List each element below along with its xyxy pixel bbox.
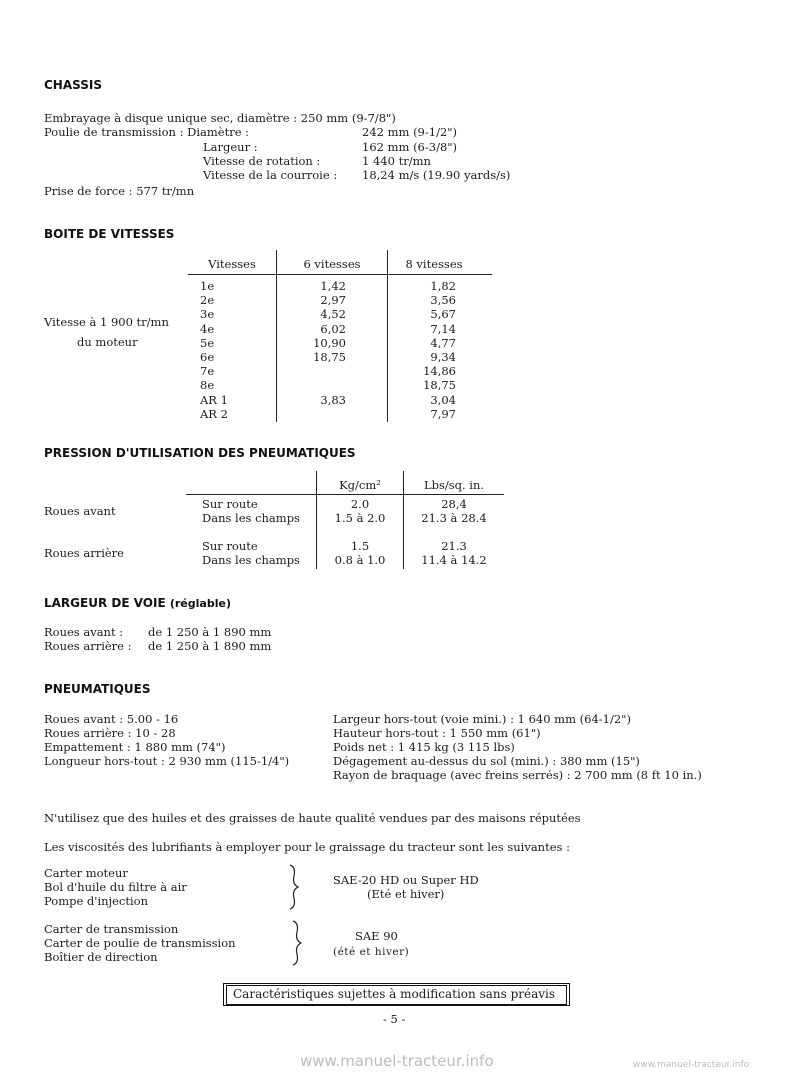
gear-label: 8e bbox=[200, 378, 215, 393]
pression-header-lbs: Lbs/sq. in. bbox=[423, 478, 485, 492]
gear-6-value: 2,97 bbox=[320, 293, 346, 308]
voie-arriere-label: Roues arrière : bbox=[44, 639, 132, 653]
lub-group2-brace bbox=[290, 920, 304, 966]
chassis-heading: CHASSIS bbox=[44, 78, 102, 92]
boite-left-label-1: Vitesse à 1 900 tr/mn bbox=[44, 315, 169, 329]
pneu-right-0: Largeur hors-tout (voie mini.) : 1 640 mm (64-1/2") bbox=[333, 712, 631, 726]
voie-title-suffix: (réglable) bbox=[169, 597, 231, 610]
pression-kg-value: 1.5 bbox=[350, 539, 370, 553]
gear-6-value: 1,42 bbox=[320, 279, 346, 293]
pression-header-kg: Kg/cm² bbox=[339, 478, 381, 492]
pression-condition: Sur route bbox=[202, 497, 258, 511]
gear-6-value: 10,90 bbox=[313, 335, 346, 350]
gear-8-value: 18,75 bbox=[423, 378, 456, 393]
boite-header-rule bbox=[188, 274, 492, 275]
lub-group2-item-2: Boîtier de direction bbox=[44, 950, 158, 964]
pression-lbs-value: 21.3 bbox=[441, 539, 467, 553]
gear-8-value: 7,14 bbox=[430, 321, 456, 336]
pneu-right-1: Hauteur hors-tout : 1 550 mm (61") bbox=[333, 726, 541, 740]
pression-kg-value: 0.8 à 1.0 bbox=[334, 553, 386, 567]
gear-6-value: 18,75 bbox=[313, 350, 346, 364]
boite-heading: BOITE DE VITESSES bbox=[44, 227, 175, 241]
pression-lbs-value: 28,4 bbox=[441, 497, 467, 511]
gear-8-value: 3,04 bbox=[430, 392, 456, 407]
gear-8-value: 4,77 bbox=[430, 335, 456, 350]
chassis-prise-force: Prise de force : 577 tr/mn bbox=[44, 184, 195, 198]
gear-8-value: 9,34 bbox=[430, 350, 456, 364]
gear-label: 2e bbox=[200, 293, 215, 308]
gear-label: AR 1 bbox=[200, 392, 228, 407]
chassis-rotation-label: Vitesse de rotation : bbox=[203, 154, 321, 168]
boite-header-8: 8 vitesses bbox=[405, 257, 463, 271]
boite-header-6: 6 vitesses bbox=[303, 257, 361, 271]
lubrifiants-note-1: N'utilisez que des huiles et des graisses de haute qualité vendues par des maisons réputées bbox=[44, 811, 581, 825]
voie-heading bbox=[44, 596, 231, 610]
lub-group1-item-0: Carter moteur bbox=[44, 866, 128, 880]
pression-header-rule bbox=[186, 494, 504, 495]
pneu-left-3: Longueur hors-tout : 2 930 mm (115-1/4") bbox=[44, 754, 290, 768]
notice-box: Caractéristiques sujettes à modification sans préavis bbox=[226, 985, 567, 1005]
pression-col-divider-1 bbox=[316, 471, 317, 569]
chassis-courroie-value: 18,24 m/s (19.90 yards/s) bbox=[362, 168, 511, 182]
lubrifiants-note-2: Les viscosités des lubrifiants à employer pour le graissage du tracteur sont les suivantes : bbox=[44, 840, 570, 854]
watermark-center: www.manuel-tracteur.info bbox=[300, 1052, 494, 1070]
pneu-left-0: Roues avant : 5.00 - 16 bbox=[44, 712, 179, 726]
gear-label: 1e bbox=[200, 279, 215, 293]
pneu-right-3: Dégagement au-dessus du sol (mini.) : 380 mm (15") bbox=[333, 754, 640, 768]
gear-label: 5e bbox=[200, 335, 215, 350]
chassis-largeur-label: Largeur : bbox=[203, 140, 258, 154]
lub-group2-spec: SAE 90 bbox=[355, 929, 398, 943]
gear-6-value: 3,83 bbox=[320, 392, 346, 407]
chassis-poulie-label: Poulie de transmission : Diamètre : bbox=[44, 125, 250, 139]
voie-avant-label: Roues avant : bbox=[44, 625, 124, 639]
pneu-right-4: Rayon de braquage (avec freins serrés) : 2 700 mm (8 ft 10 in.) bbox=[333, 768, 702, 782]
pression-kg-value: 2.0 bbox=[350, 497, 370, 511]
gear-label: 6e bbox=[200, 350, 215, 364]
voie-avant-value: de 1 250 à 1 890 mm bbox=[148, 625, 272, 639]
pression-condition: Sur route bbox=[202, 539, 258, 553]
lub-group1-season: (Eté et hiver) bbox=[367, 887, 445, 901]
watermark-right: www.manuel-tracteur.info bbox=[633, 1060, 750, 1070]
pneu-left-2: Empattement : 1 880 mm (74") bbox=[44, 740, 226, 754]
pression-lbs-value: 21.3 à 28.4 bbox=[421, 511, 487, 525]
lub-group2-season: (été et hiver) bbox=[333, 946, 410, 958]
chassis-largeur-value: 162 mm (6-3/8") bbox=[362, 140, 458, 154]
page-number: - 5 - bbox=[383, 1012, 406, 1026]
gear-label: 7e bbox=[200, 364, 215, 379]
gear-8-value: 14,86 bbox=[423, 364, 456, 379]
gear-label: 3e bbox=[200, 307, 215, 322]
boite-header-vitesses: Vitesses bbox=[208, 257, 256, 271]
pression-kg-value: 1.5 à 2.0 bbox=[334, 511, 386, 525]
voie-arriere-value: de 1 250 à 1 890 mm bbox=[148, 639, 272, 653]
pression-arriere-label: Roues arrière bbox=[44, 546, 124, 560]
lub-group1-spec: SAE-20 HD ou Super HD bbox=[333, 873, 479, 887]
lub-group1-item-1: Bol d'huile du filtre à air bbox=[44, 880, 187, 894]
lub-group1-item-2: Pompe d'injection bbox=[44, 894, 148, 908]
pression-avant-label: Roues avant bbox=[44, 504, 116, 518]
boite-col-divider-1 bbox=[276, 250, 277, 422]
chassis-rotation-value: 1 440 tr/mn bbox=[362, 154, 431, 168]
gear-8-value: 5,67 bbox=[430, 307, 456, 322]
gear-8-value: 7,97 bbox=[430, 406, 456, 421]
gear-6-value: 6,02 bbox=[320, 321, 346, 336]
pneumatiques-heading: PNEUMATIQUES bbox=[44, 682, 151, 696]
voie-title: LARGEUR DE VOIE bbox=[44, 596, 166, 610]
pression-condition: Dans les champs bbox=[202, 511, 300, 525]
lub-group2-item-1: Carter de poulie de transmission bbox=[44, 936, 236, 950]
pression-heading: PRESSION D'UTILISATION DES PNEUMATIQUES bbox=[44, 446, 356, 460]
pression-condition: Dans les champs bbox=[202, 553, 300, 567]
gear-8-value: 1,82 bbox=[430, 279, 456, 293]
pneu-left-1: Roues arrière : 10 - 28 bbox=[44, 726, 176, 740]
pression-lbs-value: 11.4 à 14.2 bbox=[421, 553, 487, 567]
boite-col-divider-2 bbox=[387, 250, 388, 422]
boite-left-label-2: du moteur bbox=[77, 335, 138, 349]
chassis-courroie-label: Vitesse de la courroie : bbox=[203, 168, 338, 182]
pneu-right-2: Poids net : 1 415 kg (3 115 lbs) bbox=[333, 740, 515, 754]
lub-group1-brace bbox=[287, 864, 301, 910]
gear-label: AR 2 bbox=[200, 406, 228, 421]
chassis-poulie-value: 242 mm (9-1/2") bbox=[362, 125, 458, 139]
gear-label: 4e bbox=[200, 321, 215, 336]
chassis-embrayage: Embrayage à disque unique sec, diamètre : 250 mm (9-7/8") bbox=[44, 111, 396, 125]
lub-group2-item-0: Carter de transmission bbox=[44, 922, 179, 936]
gear-8-value: 3,56 bbox=[430, 293, 456, 308]
gear-6-value: 4,52 bbox=[320, 307, 346, 322]
